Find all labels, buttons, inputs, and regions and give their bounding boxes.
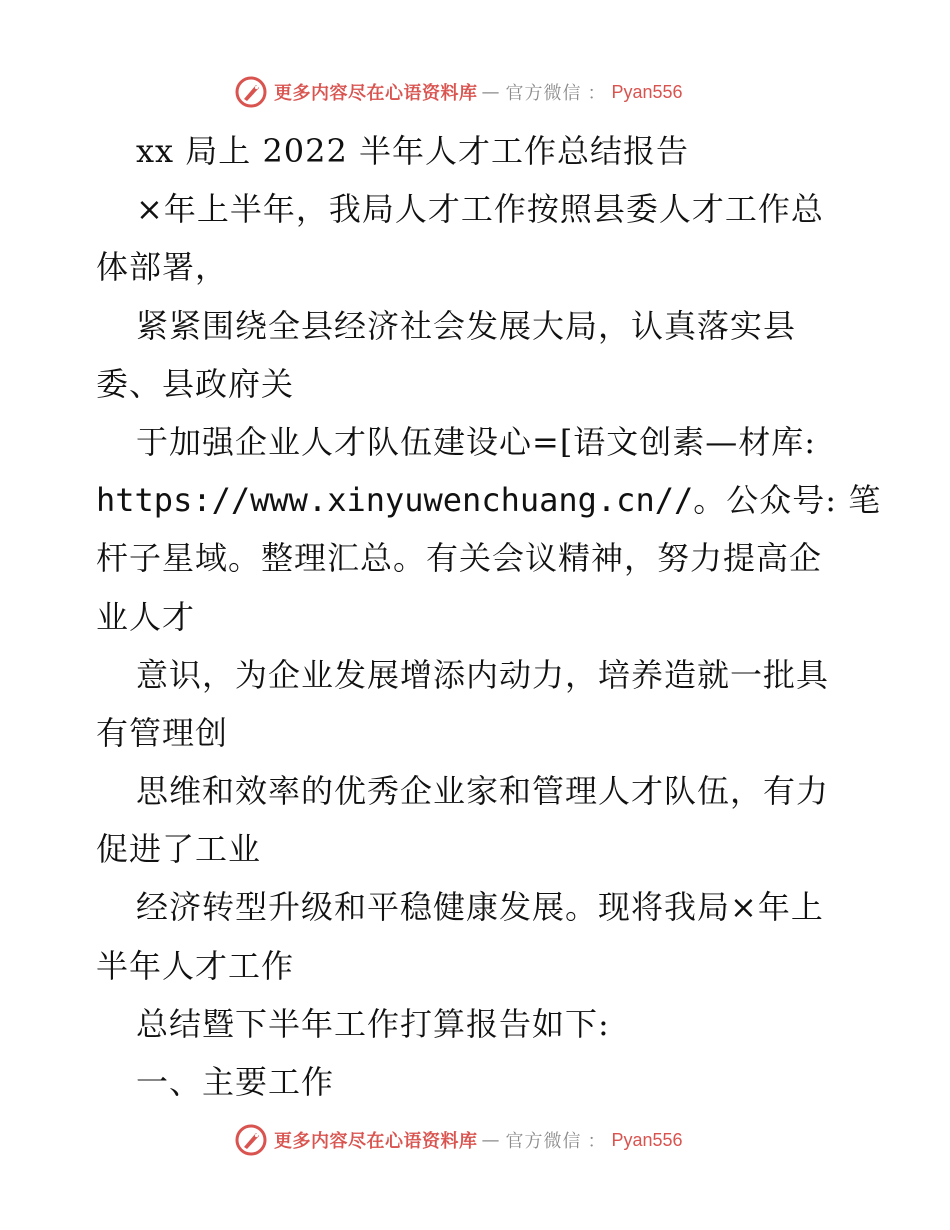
document-title: xx 局上 2022 半年人才工作总结报告 [136,132,690,170]
watermark-dash: — [481,1129,500,1151]
section-heading: 一、主要工作 [136,1063,335,1101]
watermark-main-text: 更多内容尽在心语资料库 [274,83,478,104]
paragraph-line: 意识，为企业发展增添内动力，培养造就一批具 [136,655,830,694]
header-watermark [234,72,683,112]
watermark-colon: ： [587,83,606,104]
paragraph-line: 委、县政府关 [96,364,295,403]
paragraph-line: 紧紧围绕全县经济社会发展大局，认真落实县 [136,306,797,345]
footer-watermark [234,1120,683,1160]
pen-nib-circle-icon [234,75,268,109]
paragraph-line: 有管理创 [96,713,229,752]
pen-nib-circle-icon [234,1123,268,1157]
watermark-wechat-id: Pyan556 [611,1129,683,1150]
paragraph-line: ×年上半年，我局人才工作按照县委人才工作总 [136,190,824,229]
url-trailing-text: 。公众号: 笔 [693,481,882,520]
document-body [96,122,882,1111]
url-text: https://www.xinyuwenchuang.cn// [96,481,694,520]
paragraph-line: 体部署， [96,248,229,287]
paragraph-line: 总结暨下半年工作打算报告如下: [136,1004,610,1043]
watermark-colon: ： [587,1131,606,1152]
watermark-wechat-id: Pyan556 [611,81,683,102]
paragraph-line: 半年人才工作 [96,946,295,985]
paragraph-line: 经济转型升级和平稳健康发展。现将我局×年上 [136,888,824,927]
paragraph-line: 促进了工业 [96,830,262,869]
paragraph-line: 思维和效率的优秀企业家和管理人才队伍，有力 [136,772,830,811]
paragraph-line-url [96,471,882,529]
paragraph-line: 杆子星域。整理汇总。有关会议精神，努力提高企 [96,539,823,578]
watermark-dash: — [481,81,500,103]
paragraph-line: 于加强企业人才队伍建设心=[语文创素—材库: [136,422,817,461]
watermark-label: 官方微信 [505,83,582,104]
watermark-main-text: 更多内容尽在心语资料库 [274,1131,478,1152]
watermark-label: 官方微信 [505,1131,582,1152]
paragraph-line: 业人才 [96,597,196,636]
